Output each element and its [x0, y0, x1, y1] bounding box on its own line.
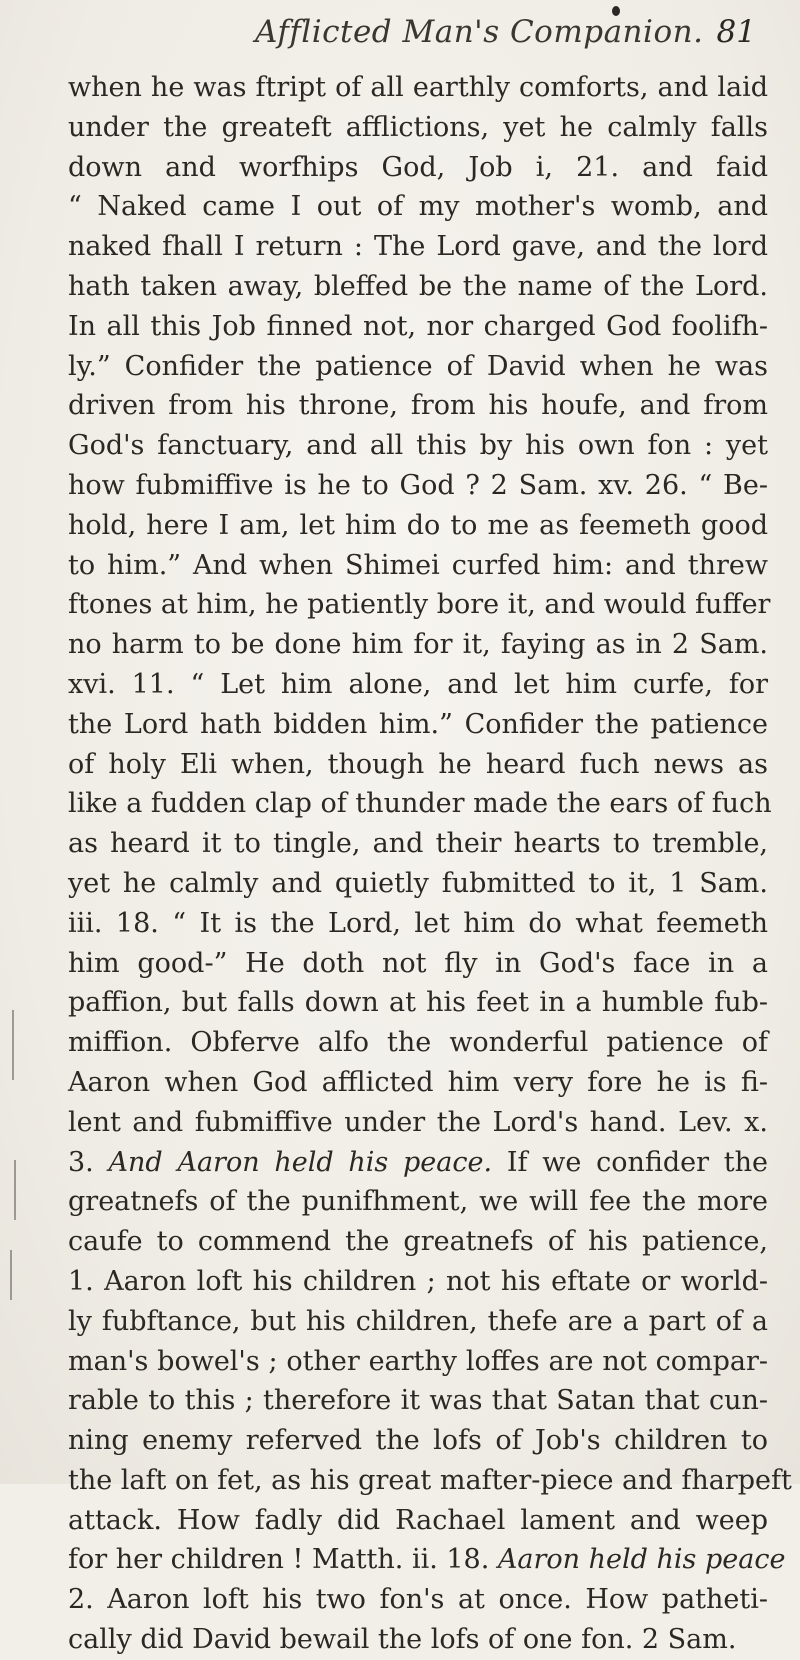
margin-line: [10, 1250, 12, 1300]
text-line: lent and fubmiffive under the Lord's hand. Lev. x.: [68, 1106, 768, 1138]
text-line: greatnefs of the punifhment, we will fee the more: [68, 1186, 768, 1218]
text-line: him good-” He doth not fly in God's face in a: [68, 947, 768, 979]
text-line: 2. Aaron loft his two fon's at once. How patheti-: [68, 1584, 768, 1616]
running-title: Afflicted Man's Companion.: [255, 14, 704, 50]
text-line: the laft on fet, as his great mafter-piece and fharpeft: [68, 1464, 792, 1496]
text-line: Aaron when God afflicted him very fore he is fi-: [68, 1066, 768, 1098]
text-line: hath taken away, bleffed be the name of the Lord.: [68, 270, 768, 302]
text-line: naked fhall I return : The Lord gave, and the lord: [68, 231, 768, 263]
text-line: the Lord hath bidden him.” Confider the patience: [68, 708, 768, 740]
text-line: man's bowel's ; other earthy loffes are not compar-: [68, 1345, 768, 1377]
margin-line: [12, 1010, 14, 1080]
text-line-mixed: [68, 1143, 768, 1183]
text-segment: 3.: [68, 1146, 109, 1178]
page-header: [0, 6, 800, 66]
text-line: under the greateft afflictions, yet he calmly falls: [68, 111, 768, 143]
text-line: ly fubftance, but his children, thefe are a part of a: [68, 1305, 768, 1337]
text-line: down and worfhips God, Job i, 21. and faid: [68, 151, 768, 183]
text-line: to him.” And when Shimei curfed him: and threw: [68, 549, 768, 581]
text-line: yet he calmly and quietly fubmitted to it, 1 Sam.: [68, 867, 768, 899]
text-line: In all this Job finned not, nor charged God foolifh-: [68, 310, 768, 342]
text-line: cally did David bewail the lofs of one fon. 2 Sam.: [68, 1624, 737, 1656]
text-line: ly.” Confider the patience of David when he was: [68, 350, 768, 382]
text-line: when he was ftript of all earthly comforts, and laid: [68, 72, 768, 103]
text-line: iii. 18. “ It is the Lord, let him do what feemeth: [68, 907, 768, 939]
text-line: driven from his throne, from his houfe, and from: [68, 390, 768, 422]
text-line: attack. How fadly did Rachael lament and weep: [68, 1504, 768, 1536]
text-line: of holy Eli when, though he heard fuch news as: [68, 748, 768, 780]
body-text: [68, 68, 792, 1660]
text-line: 1. Aaron loft his children ; not his eftate or world-: [68, 1265, 768, 1297]
text-line: xvi. 11. “ Let him alone, and let him curfe, for: [68, 668, 768, 700]
text-line: caufe to commend the greatnefs of his patience,: [68, 1226, 768, 1258]
text-line: God's fanctuary, and all this by his own fon : yet: [68, 430, 768, 462]
italic-phrase: And Aaron held his peace.: [108, 1146, 493, 1178]
italic-phrase: Aaron held his peace: [497, 1544, 786, 1576]
text-line: ning enemy referved the lofs of Job's children to: [68, 1425, 768, 1457]
text-line: ftones at him, he patiently bore it, and would fuffer: [68, 589, 771, 621]
margin-line: [14, 1160, 16, 1220]
margin-marks: [8, 1010, 58, 1310]
text-line: “ Naked came I out of my mother's womb, and: [68, 191, 768, 223]
text-segment: If we confider the: [492, 1146, 768, 1178]
text-line: hold, here I am, let him do to me as feemeth good: [68, 509, 768, 541]
text-line: like a fudden clap of thunder made the ears of fuch: [68, 788, 772, 820]
text-line: how fubmiffive is he to God ? 2 Sam. xv. 26. “ Be-: [68, 469, 768, 501]
page-number: 81: [716, 14, 756, 50]
text-segment: for her children ! Matth. ii. 18.: [68, 1544, 498, 1576]
text-line: paffion, but falls down at his feet in a humble fub-: [68, 987, 768, 1019]
text-line: as heard it to tingle, and their hearts to tremble,: [68, 828, 768, 860]
text-line: no harm to be done him for it, faying as in 2 Sam.: [68, 629, 768, 661]
text-line: rable to this ; therefore it was that Satan that cun-: [68, 1385, 768, 1417]
text-line-mixed: [68, 1540, 786, 1580]
text-line: miffion. Obferve alfo the wonderful patience of: [68, 1027, 768, 1059]
